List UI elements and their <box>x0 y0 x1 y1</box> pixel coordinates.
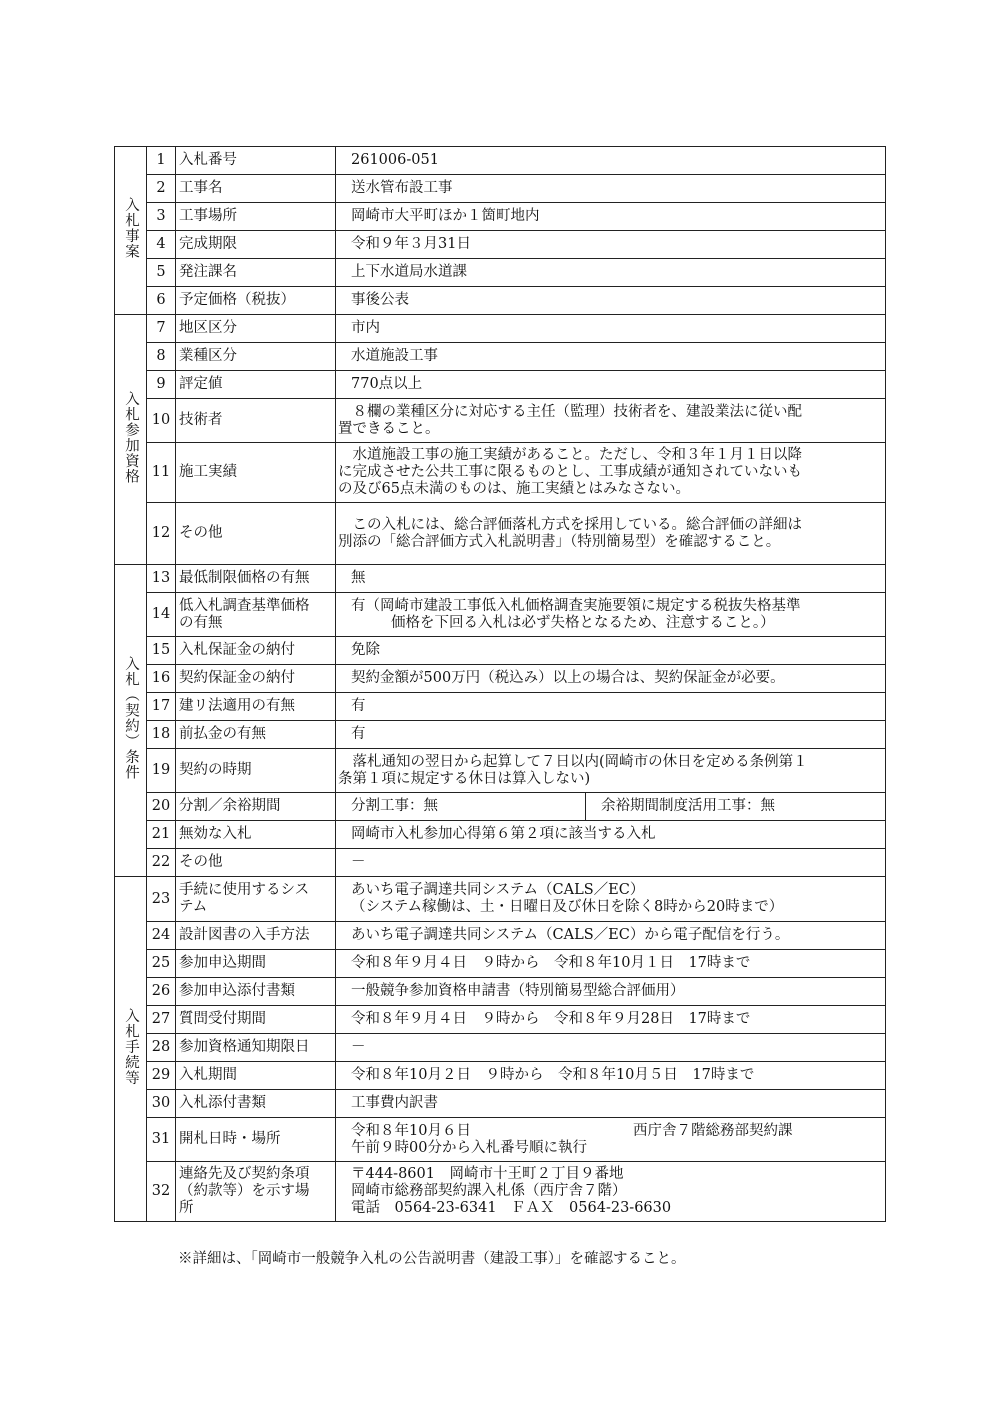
item-value-split: 分割工事：無 <box>336 793 586 821</box>
row-number: 19 <box>147 749 176 793</box>
table-row <box>115 1034 886 1062</box>
row-number: 28 <box>147 1034 176 1062</box>
item-label-line: 所 <box>179 1200 194 1216</box>
item-label: その他 <box>176 849 336 877</box>
row-number: 10 <box>147 399 176 443</box>
item-label: 最低制限価格の有無 <box>176 565 336 593</box>
item-label <box>176 1162 336 1222</box>
item-label: 工事場所 <box>176 203 336 231</box>
item-label: 技術者 <box>176 399 336 443</box>
value-line: 岡崎市総務部契約課入札係（西庁舎７階） <box>351 1183 627 1199</box>
table-row <box>115 443 886 503</box>
table-row <box>115 399 886 443</box>
item-label-line: 連絡先及び契約条項 <box>179 1166 310 1182</box>
item-label: 予定価格（税抜） <box>176 287 336 315</box>
item-label: 発注課名 <box>176 259 336 287</box>
row-number: 26 <box>147 978 176 1006</box>
row-number: 21 <box>147 821 176 849</box>
item-value <box>336 443 886 503</box>
row-number: 5 <box>147 259 176 287</box>
item-value <box>336 593 886 637</box>
row-number: 8 <box>147 343 176 371</box>
item-value: 上下水道局水道課 <box>336 259 886 287</box>
table-row <box>115 849 886 877</box>
table-row <box>115 287 886 315</box>
row-number: 27 <box>147 1006 176 1034</box>
item-value: 契約金額が500万円（税込み）以上の場合は、契約保証金が必要。 <box>336 665 886 693</box>
item-label: 設計図書の入手方法 <box>176 922 336 950</box>
value-line: 〒444-8601 岡崎市十王町２丁目９番地 <box>351 1166 624 1182</box>
table-row <box>115 1118 886 1162</box>
table-row <box>115 175 886 203</box>
row-number: 30 <box>147 1090 176 1118</box>
value-line <box>351 1123 882 1140</box>
value-line: 条第１項に規定する休日は算入しない) <box>338 770 591 787</box>
table-row <box>115 793 886 821</box>
row-number: 18 <box>147 721 176 749</box>
row-number: 3 <box>147 203 176 231</box>
row-number: 9 <box>147 371 176 399</box>
section-label-qualification: 入札参加資格 <box>115 315 147 565</box>
value-line: 価格を下回る入札は必ず失格となるため、注意すること。） <box>391 614 775 631</box>
value-line: 置できること。 <box>338 420 440 437</box>
row-number: 17 <box>147 693 176 721</box>
value-line: 落札通知の翌日から起算して７日以内(岡崎市の休日を定める条例第１ <box>338 753 808 770</box>
item-value: 市内 <box>336 315 886 343</box>
row-number: 14 <box>147 593 176 637</box>
table-row <box>115 315 886 343</box>
table-row <box>115 665 886 693</box>
item-value: － <box>336 1034 886 1062</box>
table-row <box>115 922 886 950</box>
value-line: に完成させた公共工事に限るものとし、工事成績が通知されていないも <box>338 464 802 480</box>
item-label <box>176 877 336 922</box>
item-label: その他 <box>176 503 336 565</box>
item-value: 無 <box>336 565 886 593</box>
row-number: 31 <box>147 1118 176 1162</box>
row-number: 22 <box>147 849 176 877</box>
table-row <box>115 749 886 793</box>
value-line: この入札には、総合評価落札方式を採用している。総合評価の詳細は <box>338 516 802 533</box>
item-label: 参加申込期間 <box>176 950 336 978</box>
section-label-procedures: 入札手続等 <box>115 877 147 1222</box>
item-label <box>176 593 336 637</box>
item-value: 事後公表 <box>336 287 886 315</box>
table-row <box>115 371 886 399</box>
table-row <box>115 637 886 665</box>
item-label: 建リ法適用の有無 <box>176 693 336 721</box>
item-value: あいち電子調達共同システム（CALS／EC）から電子配信を行う。 <box>336 922 886 950</box>
table-row <box>115 231 886 259</box>
value-line: 午前９時00分から入札番号順に執行 <box>351 1139 587 1156</box>
item-value <box>336 1118 886 1162</box>
row-number: 16 <box>147 665 176 693</box>
value-line: 別添の「総合評価方式入札説明書」（特別簡易型）を確認すること。 <box>338 533 781 550</box>
item-label-line: 低入札調査基準価格 <box>179 597 310 614</box>
item-value: 水道施設工事 <box>336 343 886 371</box>
item-label: 施工実績 <box>176 443 336 503</box>
item-value: 770点以上 <box>336 371 886 399</box>
table-row <box>115 1090 886 1118</box>
row-number: 24 <box>147 922 176 950</box>
item-value <box>336 749 886 793</box>
item-label: 評定値 <box>176 371 336 399</box>
table-row <box>115 721 886 749</box>
row-number: 29 <box>147 1062 176 1090</box>
item-label-line: 手続に使用するシス <box>179 882 310 898</box>
value-line: 有（岡崎市建設工事低入札価格調査実施要領に規定する税抜失格基準 <box>351 597 801 614</box>
table-row <box>115 950 886 978</box>
table-row <box>115 693 886 721</box>
section-label-conditions: 入札（契約）条件 <box>115 565 147 877</box>
item-value: 261006-051 <box>336 147 886 175</box>
table-row <box>115 565 886 593</box>
row-number: 25 <box>147 950 176 978</box>
item-value: 令和８年10月２日 ９時から 令和８年10月５日 17時まで <box>336 1062 886 1090</box>
item-label: 契約の時期 <box>176 749 336 793</box>
item-label: 入札番号 <box>176 147 336 175</box>
item-value: 有 <box>336 693 886 721</box>
row-number: 13 <box>147 565 176 593</box>
item-value: 一般競争参加資格申請書（特別簡易型総合評価用） <box>336 978 886 1006</box>
item-label: 前払金の有無 <box>176 721 336 749</box>
table-row <box>115 203 886 231</box>
row-number: 2 <box>147 175 176 203</box>
row-number: 12 <box>147 503 176 565</box>
item-value: 有 <box>336 721 886 749</box>
opening-place: 西庁舎７階総務部契約課 <box>633 1122 793 1139</box>
item-label: 分割／余裕期間 <box>176 793 336 821</box>
row-number: 20 <box>147 793 176 821</box>
table-row <box>115 593 886 637</box>
item-label: 工事名 <box>176 175 336 203</box>
opening-date: 令和８年10月６日 <box>351 1122 471 1139</box>
item-value: 岡崎市入札参加心得第６第２項に該当する入札 <box>336 821 886 849</box>
table-row <box>115 1062 886 1090</box>
table-row <box>115 877 886 922</box>
item-label: 完成期限 <box>176 231 336 259</box>
item-label-line: の有無 <box>179 614 223 631</box>
item-label-line: テム <box>179 899 208 915</box>
item-value: 岡崎市大平町ほか１箇町地内 <box>336 203 886 231</box>
table-row <box>115 1162 886 1222</box>
item-label: 参加申込添付書類 <box>176 978 336 1006</box>
value-line: の及び65点未満のものは、施工実績とはみなさない。 <box>338 481 690 497</box>
value-line: （システム稼働は、土・日曜日及び休日を除く8時から20時まで） <box>351 899 784 915</box>
item-label: 入札添付書類 <box>176 1090 336 1118</box>
item-value: 免除 <box>336 637 886 665</box>
value-line: 水道施設工事の施工実績があること。ただし、令和３年１月１日以降 <box>338 447 802 463</box>
item-value: 送水管布設工事 <box>336 175 886 203</box>
item-value: － <box>336 849 886 877</box>
item-label: 無効な入札 <box>176 821 336 849</box>
footnote: ※詳細は、「岡崎市一般競争入札の公告説明書（建設工事）」を確認すること。 <box>178 1251 686 1267</box>
table-row <box>115 343 886 371</box>
table-row <box>115 503 886 565</box>
item-value <box>336 877 886 922</box>
row-number: 7 <box>147 315 176 343</box>
item-label: 質問受付期間 <box>176 1006 336 1034</box>
section-label-bid-case: 入札事案 <box>115 147 147 315</box>
row-number: 11 <box>147 443 176 503</box>
value-line: あいち電子調達共同システム（CALS／EC） <box>351 882 645 898</box>
row-number: 23 <box>147 877 176 922</box>
item-value: 令和９年３月31日 <box>336 231 886 259</box>
row-number: 6 <box>147 287 176 315</box>
table-row <box>115 821 886 849</box>
table-row <box>115 259 886 287</box>
item-value <box>336 1162 886 1222</box>
row-number: 1 <box>147 147 176 175</box>
item-label: 契約保証金の納付 <box>176 665 336 693</box>
row-number: 15 <box>147 637 176 665</box>
item-label: 地区区分 <box>176 315 336 343</box>
item-value: 令和８年９月４日 ９時から 令和８年９月28日 17時まで <box>336 1006 886 1034</box>
item-value <box>336 399 886 443</box>
table-row <box>115 1006 886 1034</box>
item-label: 業種区分 <box>176 343 336 371</box>
item-value: 工事費内訳書 <box>336 1090 886 1118</box>
value-line: ８欄の業種区分に対応する主任（監理）技術者を、建設業法に従い配 <box>338 403 802 420</box>
item-value: 令和８年９月４日 ９時から 令和８年10月１日 17時まで <box>336 950 886 978</box>
item-label: 入札保証金の納付 <box>176 637 336 665</box>
bid-notice-table <box>114 146 886 1222</box>
table-row <box>115 978 886 1006</box>
item-label: 入札期間 <box>176 1062 336 1090</box>
item-label: 参加資格通知期限日 <box>176 1034 336 1062</box>
row-number: 32 <box>147 1162 176 1222</box>
item-value <box>336 503 886 565</box>
item-label: 開札日時・場所 <box>176 1118 336 1162</box>
row-number: 4 <box>147 231 176 259</box>
value-line: 電話 0564-23-6341 ＦＡＸ 0564-23-6630 <box>351 1200 672 1216</box>
item-value-margin: 余裕期間制度活用工事：無 <box>586 793 886 821</box>
table-row <box>115 147 886 175</box>
item-label-line: （約款等）を示す場 <box>179 1183 310 1199</box>
